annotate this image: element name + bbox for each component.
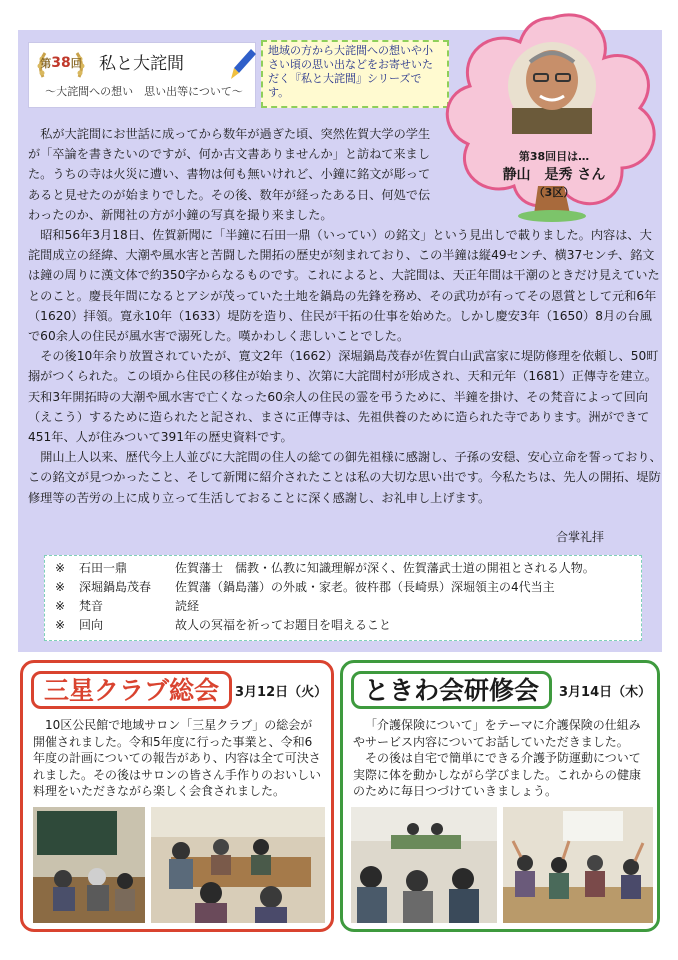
fountain-pen-icon — [229, 47, 257, 81]
glossary-notes — [44, 555, 642, 641]
event-date: 3月14日（木） — [559, 685, 652, 700]
event-photo — [33, 807, 145, 923]
event-text: 10区公民館で地域サロン「三星クラブ」の総会が開催されました。令和5年度に行った事業と、令和6年度の計画についての報告があり、内容は全て可決されました。その後はサロンの皆さん手作りのおいしい料理をいただきながら楽しく会食されました。 — [33, 718, 322, 798]
event-photo — [351, 807, 497, 923]
event-text: 「介護保険について」をテーマに介護保険の仕組みやサービス内容についてお話していただきました。 その後は自宅で簡単にできる介護予防運動について実際に体を動かしながら学びました。これからの健康のために毎日つづけていきましょう。 — [353, 718, 642, 798]
profile-district: （3区） — [533, 186, 575, 199]
note-row: ※ 深堀鍋島茂春 佐賀藩（鍋島藩）の外戚・家老。彼杵郡（長崎県）深堀領主の4代当主 — [55, 580, 555, 594]
column-body — [28, 124, 662, 508]
body-paragraph: 私が大詫間にお世話に成ってから数年が過ぎた頃、突然佐賀大学の学生が「卒論を書きたいのですが、何か古文書ありませんか」と訪ねて来ました。うちの寺は火災に遭い、書物は何も無いけれど、小鐘に銘文が彫ってあると見せたのが始まりでした。その後、数年が経ったある日、何処で伝わったのか、新聞社の方が小鐘の写真を撮り来ました。 — [28, 127, 431, 222]
event-panel-sansei-club — [20, 660, 334, 932]
column-title-card — [28, 42, 256, 108]
profile-name: 静山 是秀 さん — [502, 167, 606, 183]
column-subtitle: 〜大詫間への想い 思い出等について〜 — [45, 85, 243, 98]
portrait-photo — [508, 42, 596, 134]
event-photo — [151, 807, 325, 923]
issue-number: 第38回 — [40, 55, 82, 71]
body-paragraph: その後10年余り放置されていたが、寛文2年（1662）深堀鍋島茂春が佐賀白山武富家に堤防修理を依頼し、50町搦がつくられた。この頃から住民の移住が始まり、次第に大詫間村が形成され、天和元年（1681）正傳寺を建立。天和3年開拓時の大潮や風水害で亡くなった60余人の住民の霊を弔うために、半鐘を掛け、その梵音によって回向（えこう）するために造られたと記され、まさに正傳寺は、先祖供養のために造られた寺であります。洲ができて451年、人が住みついて391年の歴史資料です。 — [28, 349, 659, 445]
series-intro: 地域の方から大詫間への想いや小さい頃の思い出などをお寄せいただく『私と大詫間』シリーズです。 — [261, 40, 449, 108]
event-photo — [503, 807, 653, 923]
note-row: ※ 回向 故人の冥福を祈ってお題目を唱えること — [55, 618, 392, 632]
profile-lead: 第38回目は… — [518, 150, 590, 163]
event-panel-tokiwa-kai — [340, 660, 660, 932]
body-paragraph: 開山上人以来、歴代今上人並びに大詫間の住人の総ての御先祖様に感謝し、子孫の安穏、安心立命を誓っており、この銘文が見つかったこと、そして新聞に紹介されたことは私の大切な思い出です。今私たちは、先人の開拓、堤防修理等の苦労の上に成り立って生活しておることに深く感謝し、お礼申し上げます。 — [28, 450, 662, 505]
event-title: ときわ会研修会 — [351, 671, 552, 709]
body-paragraph: 昭和56年3月18日、佐賀新聞に「半鐘に石田一鼎（いってい）の銘文」という見出しで載りました。内容は、大詫間成立の経緯、大潮や風水害と苦闘した開拓の歴史が刻まれており、この半鐘は縦49センチ、横37センチ、銘文は鐘の周りに漢文体で約350字からなるものです。これによると、大詫間は、天正年間は干潮のときだけ見えていたとのこと。慶長年間になるとアシが茂っていた土地を鍋島の先鋒を務め、その武功が有ってその恩賞として元和6年（1620）拝領。寛永10年（1633）堤防を造り、住民が干拓の仕事を始めた。しかし慶安3年（1650）8月の台風で60余人の住民が風水害で溺死した。嘆かわしく悲しいことでした。 — [28, 228, 660, 344]
note-row: ※ 梵音 読経 — [55, 599, 200, 613]
event-title: 三星クラブ総会 — [31, 671, 232, 709]
event-date: 3月12日（火） — [235, 685, 328, 700]
signoff: 合掌礼拝 — [556, 530, 605, 544]
column-title: 私と大詫間 — [99, 54, 184, 74]
note-row: ※ 石田一鼎 佐賀藩士 儒教・仏教に知識理解が深く、佐賀藩武士道の開祖とされる人物。 — [55, 561, 595, 575]
